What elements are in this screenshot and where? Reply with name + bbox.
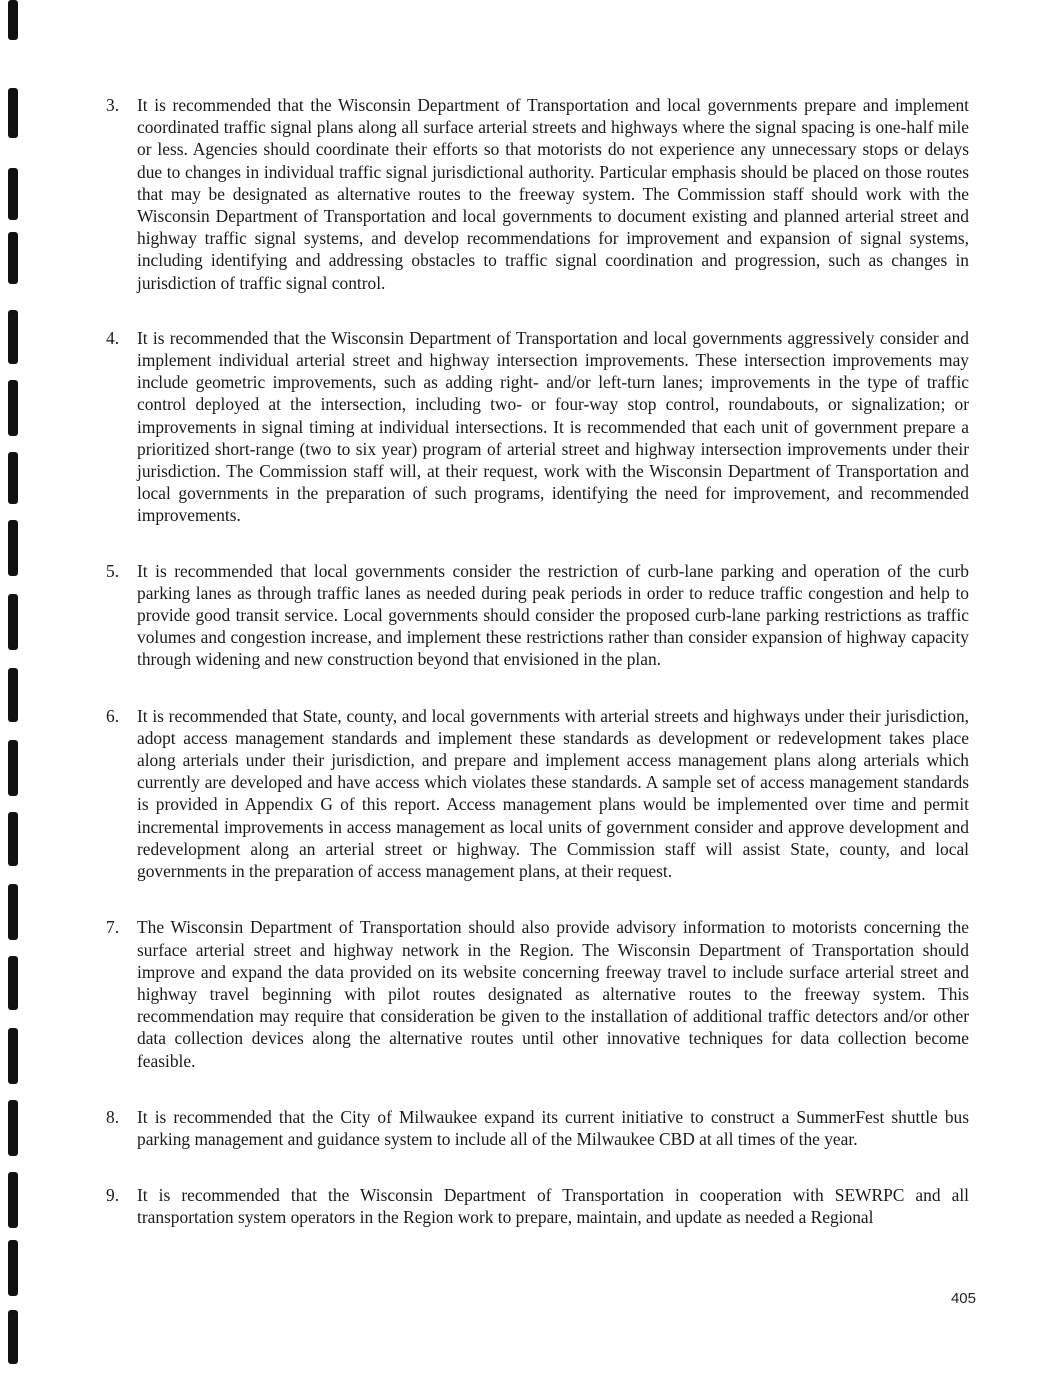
page-number: 405 bbox=[950, 1290, 976, 1307]
binder-hole bbox=[8, 1310, 18, 1364]
recommendation-list bbox=[106, 94, 969, 1229]
binder-hole bbox=[8, 1240, 18, 1296]
recommendation-item bbox=[106, 705, 969, 883]
binder-hole bbox=[8, 884, 18, 940]
binder-edge bbox=[0, 0, 30, 1379]
binder-hole bbox=[8, 0, 18, 40]
recommendation-item bbox=[106, 916, 969, 1071]
binder-hole bbox=[8, 1028, 18, 1084]
item-number: 6. bbox=[106, 705, 120, 726]
item-text: It is recommended that the City of Milwaukee expand its current initiative to construct a SummerFest shuttle bus parking management and guidance system to include all of the Milwaukee CBD at all times of the year. bbox=[137, 1106, 969, 1149]
binder-hole bbox=[8, 168, 18, 220]
item-text: The Wisconsin Department of Transportation should also provide advisory information to motorists concerning the surface arterial street and highway network in the Region. The Wisconsin Department of Transportation should improve and expand the data provided on its website concerning freeway travel to include surface arterial street and highway travel beginning with pilot routes designated as alternative routes to the freeway system. This recommendation may require that consideration be given to the installation of additional traffic detectors and/or other data collection devices along the alternative routes until other innovative techniques for data collection become feasible. bbox=[137, 917, 969, 1071]
item-text: It is recommended that State, county, and local governments with arterial streets and highways under their jurisdiction, adopt access management standards and implement these standards as development or redevelopment takes place along arterials under their jurisdiction, and prepare and implement access management plans along arterials which currently are developed and have access which violates these standards. A sample set of access management standards is provided in Appendix G of this report. Access management plans would be implemented over time and permit incremental improvements in access management as local units of government consider and approve development and redevelopment along an arterial street or highway. The Commission staff will assist State, county, and local governments in the preparation of access management plans, at their request. bbox=[137, 705, 969, 882]
binder-hole bbox=[8, 452, 18, 504]
binder-hole bbox=[8, 88, 18, 138]
binder-hole bbox=[8, 1172, 18, 1228]
recommendation-item bbox=[106, 1184, 969, 1228]
item-text: It is recommended that the Wisconsin Department of Transportation and local governments prepare and implement coordinated traffic signal plans along all surface arterial streets and highways where the signal spacing is one-half mile or less. Agencies should coordinate their efforts so that motorists do not experience any unnecessary stops or delays due to changes in individual traffic signal jurisdictional authority. Particular emphasis should be placed on those routes that may be designated as alternative routes to the freeway system. The Commission staff should work with the Wisconsin Department of Transportation and local governments to document existing and planned arterial street and highway traffic signal systems, and develop recommendations for improvement and expansion of signal systems, including identifying and addressing obstacles to traffic signal coordination and progression, such as changes in jurisdiction of traffic signal control. bbox=[137, 95, 969, 293]
recommendation-item bbox=[106, 94, 969, 294]
binder-hole bbox=[8, 380, 18, 436]
binder-hole bbox=[8, 310, 18, 364]
binder-hole bbox=[8, 812, 18, 866]
binder-hole bbox=[8, 1100, 18, 1156]
binder-hole bbox=[8, 520, 18, 576]
item-number: 8. bbox=[106, 1106, 120, 1127]
item-number: 3. bbox=[106, 95, 120, 115]
item-text: It is recommended that the Wisconsin Department of Transportation and local governments aggressively consider and implement individual arterial street and highway intersection improvements. These intersection improvements may include geometric improvements, such as adding right- and/or left-turn lanes; improvements in the type of traffic control deployed at the intersection, including two- or four-way stop control, roundabouts, or signalization; or improvements in signal timing at individual intersections. It is recommended that each unit of government prepare a prioritized short-range (two to six year) program of arterial street and highway intersection improvements under their jurisdiction. The Commission staff will, at their request, work with the Wisconsin Department of Transportation and local governments in the preparation of such programs, identifying the need for improvement, and recommended improvements. bbox=[137, 327, 969, 526]
recommendation-item bbox=[106, 327, 969, 527]
binder-hole bbox=[8, 232, 18, 284]
binder-hole bbox=[8, 594, 18, 650]
item-number: 4. bbox=[106, 327, 120, 348]
recommendation-item bbox=[106, 1106, 969, 1150]
binder-hole bbox=[8, 740, 18, 796]
binder-hole bbox=[8, 956, 18, 1010]
recommendation-item bbox=[106, 560, 969, 671]
item-number: 7. bbox=[106, 917, 120, 938]
item-number: 9. bbox=[106, 1185, 120, 1206]
binder-hole bbox=[8, 668, 18, 722]
item-number: 5. bbox=[106, 560, 120, 581]
item-text: It is recommended that local governments consider the restriction of curb-lane parking and operation of the curb parking lanes as through traffic lanes as needed during peak periods in order to reduce traffic congestion and help to provide good transit service. Local governments should consider the proposed curb-lane parking restrictions as traffic volumes and congestion increase, and implement these restrictions rather than consider expansion of highway capacity through widening and new construction beyond that envisioned in the plan. bbox=[137, 560, 969, 670]
item-text: It is recommended that the Wisconsin Department of Transportation in cooperation with SEWRPC and all transportation system operators in the Region work to prepare, maintain, and update as needed a Regional bbox=[137, 1185, 969, 1228]
